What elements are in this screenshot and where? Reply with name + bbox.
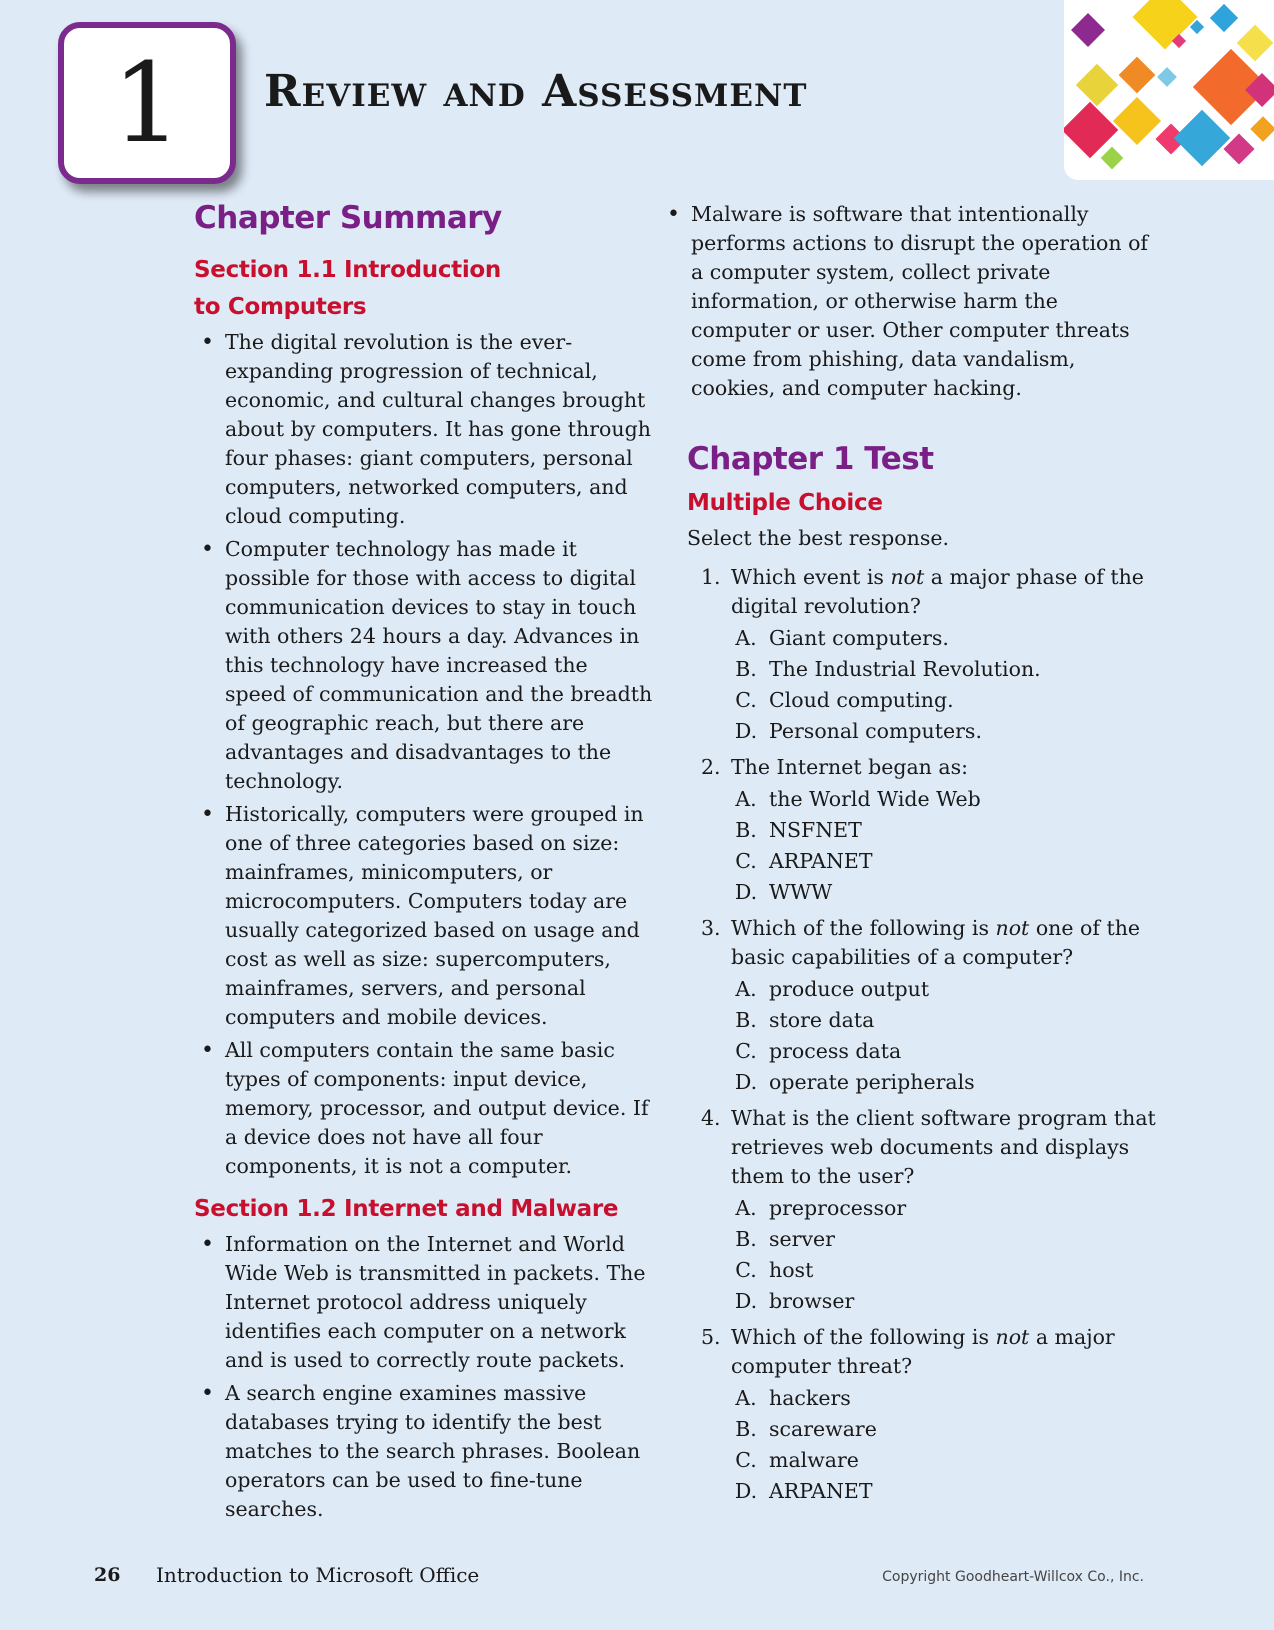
- question-number: 5.: [701, 1325, 721, 1349]
- question-item: [687, 1323, 1157, 1507]
- answer-options: [731, 623, 1157, 747]
- section-1-2-heading: Section 1.2 Internet and Malware: [194, 1196, 619, 1222]
- question-text: What is the client software program that retrieves web documents and displays them to the user?: [731, 1106, 1156, 1188]
- question-item: [687, 563, 1157, 747]
- question-item: [687, 753, 1157, 908]
- answer-option: A. the World Wide Web: [735, 787, 981, 811]
- question-text: Which of the following is not one of the basic capabilities of a computer?: [731, 916, 1141, 969]
- summary-bullet: • Information on the Internet and World Wide Web is transmitted in packets. The Internet protocol address uniquely identifies each computer on a network and is used to correctly route packets.: [194, 1230, 654, 1375]
- answer-options: [731, 784, 1157, 908]
- chapter-number: 1: [112, 39, 182, 167]
- answer-option: B. scareware: [735, 1417, 877, 1441]
- answer-option: B. NSFNET: [735, 818, 862, 842]
- answer-option: D. browser: [734, 1289, 855, 1313]
- page-title: Review and Assessment: [264, 66, 808, 117]
- answer-option: A. hackers: [735, 1386, 851, 1410]
- summary-bullet: • Historically, computers were grouped in one of three categories based on size: mainframes, minicomputers, or microcomputers. Computers today are usually categorized based on usage and cost as well as size: supercomputers, mainframes, servers, and personal computers and mobile devices.: [194, 800, 654, 1032]
- question-number: 1.: [701, 565, 721, 589]
- section-1-1-bullets: [194, 328, 654, 1181]
- answer-option: B. server: [735, 1227, 835, 1251]
- summary-bullet: • The digital revolution is the ever-expanding progression of technical, economic, and cultural changes brought about by computers. It has gone through four phases: giant computers, personal computers, networked computers, and cloud computing.: [194, 328, 654, 531]
- answer-option: A. Giant computers.: [735, 626, 949, 650]
- question-text: Which event is not a major phase of the digital revolution?: [731, 565, 1144, 618]
- decorative-diamonds-image: [1064, 0, 1274, 180]
- summary-bullet: • All computers contain the same basic types of components: input device, memory, processor, and output device. If a device does not have all four components, it is not a computer.: [194, 1036, 654, 1181]
- section-1-2-bullets: [194, 1230, 654, 1524]
- answer-option: D. ARPANET: [734, 1479, 873, 1503]
- section-1-1-heading: Section 1.1 Introduction to Computers: [194, 257, 502, 320]
- book-title: Introduction to Microsoft Office: [156, 1563, 480, 1587]
- answer-option: C. ARPANET: [735, 849, 873, 873]
- page-number: 26: [94, 1564, 121, 1586]
- answer-option: C. host: [735, 1258, 814, 1282]
- question-item: [687, 914, 1157, 1098]
- question-number: 3.: [701, 916, 721, 940]
- summary-bullet: • Computer technology has made it possible for those with access to digital communication devices to stay in touch with others 24 hours a day. Advances in this technology have increased the speed of communication and the breadth of geographic reach, but there are advantages and disadvantages to the technology.: [194, 535, 654, 796]
- chapter-summary-heading: Chapter Summary: [194, 200, 502, 236]
- chapter-number-badge: [58, 22, 236, 184]
- answer-option: A. produce output: [735, 977, 930, 1001]
- answer-option: A. preprocessor: [735, 1196, 907, 1220]
- summary-bullet: • Malware is software that intentionally performs actions to disrupt the operation of a computer system, collect private information, or otherwise harm the computer or user. Other computer threats come from phishing, data vandalism, cookies, and computer hacking.: [660, 200, 1157, 403]
- question-text: Which of the following is not a major computer threat?: [731, 1325, 1115, 1378]
- multiple-choice-heading: Multiple Choice: [687, 490, 883, 516]
- answer-option: D. WWW: [734, 880, 833, 904]
- section-1-2-bullets-continued: [660, 200, 1157, 403]
- answer-option: D. Personal computers.: [734, 719, 982, 743]
- question-number: 2.: [701, 755, 721, 779]
- chapter-summary-column: [194, 200, 654, 1528]
- question-list: [687, 563, 1157, 1507]
- copyright-notice: Copyright Goodheart-Willcox Co., Inc.: [882, 1569, 1144, 1585]
- answer-option: D. operate peripherals: [734, 1070, 975, 1094]
- question-number: 4.: [701, 1106, 721, 1130]
- answer-option: C. malware: [735, 1448, 859, 1472]
- chapter-test-heading: Chapter 1 Test: [687, 441, 934, 477]
- answer-option: C. Cloud computing.: [735, 688, 954, 712]
- summary-bullet: • A search engine examines massive databases trying to identify the best matches to the search phrases. Boolean operators can be used to fine-tune searches.: [194, 1379, 654, 1524]
- question-item: [687, 1104, 1157, 1317]
- answer-option: B. The Industrial Revolution.: [735, 657, 1041, 681]
- answer-options: [731, 1383, 1157, 1507]
- answer-option: C. process data: [735, 1039, 902, 1063]
- answer-options: [731, 974, 1157, 1098]
- test-instructions: Select the best response.: [687, 526, 950, 550]
- question-text: The Internet began as:: [731, 755, 969, 779]
- answer-options: [731, 1193, 1157, 1317]
- answer-option: B. store data: [735, 1008, 875, 1032]
- chapter-test-column: [687, 200, 1157, 1513]
